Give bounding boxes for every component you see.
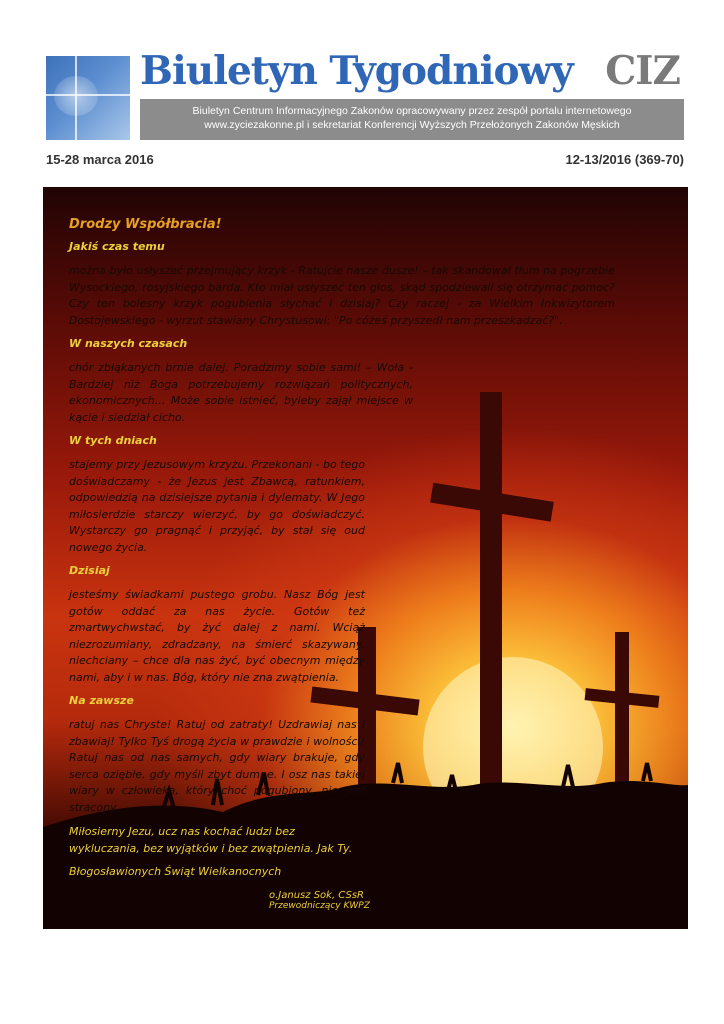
subtitle-line-1: Biuletyn Centrum Informacyjnego Zakonów opracowywany przez zespół portalu internetowego <box>192 105 632 117</box>
section-text-5: ratuj nas Chryste! Ratuj od zatraty! Uzdrawiaj nas i zbawiaj! Tylko Tyś drogą życia w prawdzie i wolności! Ratuj nas od nas samych, gdy wiary brakuje, gdy serca oziębłe, gdy myśli zbyt dumne. I osz nas takiej wiary w człowieka, który choć pogubiony, nie jest stracony. <box>69 718 365 814</box>
issue-number: 12-13/2016 (369-70) <box>565 152 684 167</box>
issue-date: 15-28 marca 2016 <box>46 152 154 167</box>
logo-cross-vertical <box>75 56 77 140</box>
section-heading-1: Jakiś czas temu <box>69 240 165 253</box>
ciz-logo <box>46 56 130 140</box>
subtitle-band <box>140 99 684 140</box>
greeting: Drodzy Współbracia! <box>69 217 222 232</box>
signature <box>269 890 370 911</box>
logo-cross-horizontal <box>46 94 130 96</box>
easter-wishes: Błogosławionych Świąt Wielkanocnych <box>69 865 282 878</box>
bulletin-title-suffix: CIZ <box>605 48 680 94</box>
section-text-2: chór zbłąkanych brnie dalej. Poradzimy sobie sami! – Woła - Bardziej niż Boga potrzebujemy rozwiązań politycznych, ekonomicznych… Może sobie istnieć, byleby zajął miejsce w kącie i siedział cicho. <box>69 361 413 424</box>
article <box>69 217 629 911</box>
section-heading-5: Na zawsze <box>69 694 134 707</box>
section-text-1: można było usłyszeć przejmujący krzyk - Ratujcie nasze dusze! – tak skandował tłum na pogrzebie Wysockiego, rosyjskiego barda. Kto miał usłyszeć ten głos, skąd spodziewali się otrzymać pomoc? Czy ten bolesny krzyk pogubienia słychać i dzisiaj? Czy raczej - za Wielkim Inkwizytorem Dostojewskiego - wyrzut stawiany Chrystusowi: "Po cóżeś przyszedł nam przeszkadzać?". <box>69 264 615 327</box>
subtitle-line-2: www.zyciezakonne.pl i sekretariat Konferencji Wyższych Przełożonych Zakonów Męskich <box>204 119 620 131</box>
section-heading-3: W tych dniach <box>69 434 157 447</box>
easter-poster <box>43 187 688 929</box>
bulletin-title-main: Biuletyn Tygodniowy <box>140 48 573 94</box>
signature-role: Przewodniczący KWPZ <box>269 901 370 911</box>
section-heading-4: Dzisiaj <box>69 564 110 577</box>
section-text-3: stajemy przy Jezusowym krzyżu. Przekonani - bo tego doświadczamy - że Jezus jest Zbawcą, ratunkiem, odpowiedzią na dzisiejsze pytania i dylematy. W Jego miłosierdzie starczy wierzyć, by go doświadczyć. Wystarczy go pragnąć i przyjąć, by stał się oud nowego życia. <box>69 458 365 554</box>
section-heading-2: W naszych czasach <box>69 337 188 350</box>
final-prayer: Miłosierny Jezu, ucz nas kochać ludzi bez wykluczania, bez wyjątków i bez zwątpienia. Jak Ty. <box>69 825 353 855</box>
section-text-4: jesteśmy świadkami pustego grobu. Nasz Bóg jest gotów oddać za nas życie. Gotów też zmartwychwstać, by żyć dalej z nami. Wciąż niezrozumiany, zdradzany, na śmierć skazywany, niechciany – chce dla nas żyć, być obecnym między nami, aby i w nas. Bóg, który nie zna zwątpienia. <box>69 588 365 684</box>
bulletin-title <box>140 48 680 100</box>
signature-name: o.Janusz Sok, CSsR <box>269 890 364 901</box>
